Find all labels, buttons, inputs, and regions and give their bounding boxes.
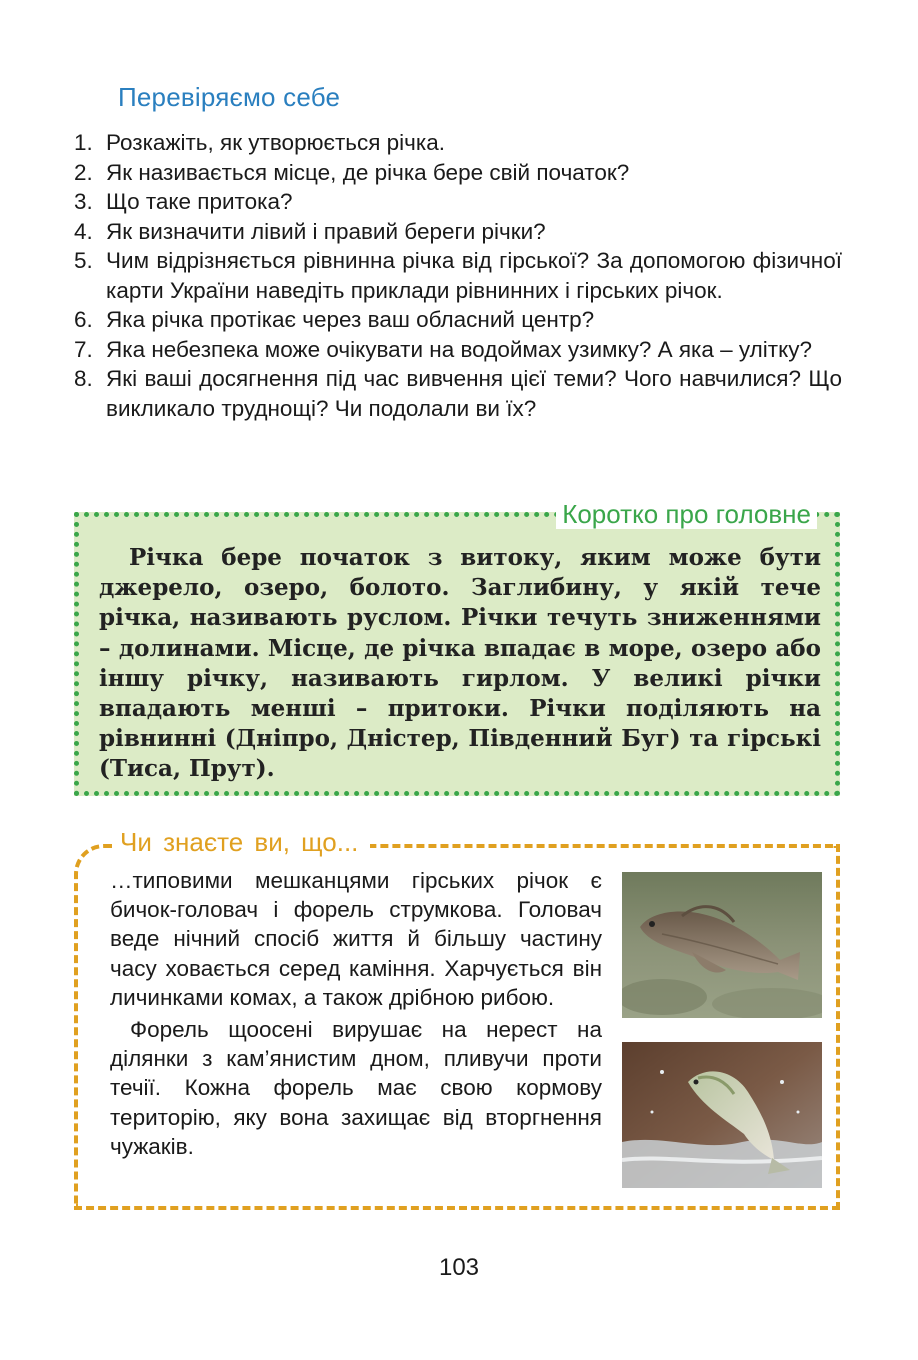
question-number: 4. bbox=[74, 218, 93, 244]
question-item bbox=[74, 305, 842, 335]
question-text: Як називається місце, де річка бере свій початок? bbox=[106, 159, 630, 185]
question-item bbox=[74, 335, 842, 365]
question-number: 5. bbox=[74, 248, 93, 273]
did-you-know-heading: Чи знаєте ви, що... bbox=[112, 826, 370, 858]
question-item bbox=[74, 187, 842, 217]
question-number: 6. bbox=[74, 307, 93, 332]
did-you-know-paragraph: …типовими мешканцями гірських річок є бичок-головач і форель струмкова. Головач веде нічний спосіб життя й більшу частину часу ховається серед каміння. Харчується він личинками комах, а також дрібною рибою. bbox=[110, 868, 602, 1010]
question-item bbox=[74, 246, 842, 305]
check-yourself-heading: Перевіряємо себе bbox=[118, 82, 341, 112]
question-text: Розкажіть, як утворюється річка. bbox=[106, 130, 445, 155]
question-text: Які ваші досягнення під час вивчення цієї теми? Чого навчилися? Що викликало труднощі? Чи подолали ви їх? bbox=[106, 366, 842, 421]
question-item bbox=[74, 364, 842, 423]
question-item bbox=[74, 217, 842, 247]
question-text: Яка річка протікає через ваш обласний центр? bbox=[106, 307, 595, 332]
page-number: 103 bbox=[438, 1254, 480, 1281]
question-text: Чим відрізняється рівнинна річка від гірської? За допомогою фізичної карти України наведіть приклади рівнинних і гірських річок. bbox=[106, 248, 842, 303]
question-item bbox=[74, 128, 842, 158]
question-text: Яка небезпека може очікувати на водоймах узимку? А яка – улітку? bbox=[106, 336, 812, 362]
question-text: Що таке притока? bbox=[106, 189, 293, 214]
question-text: Як визначити лівий і правий береги річки? bbox=[106, 218, 546, 244]
question-number: 7. bbox=[74, 336, 93, 362]
question-number: 1. bbox=[74, 130, 93, 155]
question-number: 8. bbox=[74, 366, 93, 391]
summary-box bbox=[74, 499, 840, 796]
trout-fish-photo bbox=[622, 1042, 822, 1188]
question-number: 2. bbox=[74, 159, 93, 185]
did-you-know-box bbox=[74, 827, 840, 1210]
did-you-know-paragraph: Форель щоосені вирушає на нерест на ділянки з кам’янистим дном, пливучи проти течії. Кожна форель має свою кормову територію, яку вона захищає від вторгнення чужаків. bbox=[110, 1017, 602, 1159]
summary-heading: Коротко про головне bbox=[556, 499, 817, 529]
question-number: 3. bbox=[74, 189, 93, 214]
question-item bbox=[74, 158, 842, 188]
did-you-know-text bbox=[110, 866, 602, 1161]
summary-text: Річка бере початок з витоку, яким може бути джерело, озеро, болото. Заглибину, у якій тече річка, називають руслом. Річки течуть зниженнями – долинами. Місце, де річка впадає в море, озеро або іншу річку, називають гирлом. У великі річки впадають менші – притоки. Річки поділяють на рівнинні (Дніпро, Дністер, Південний Буг) та гірські (Тиса, Прут). bbox=[99, 544, 821, 783]
questions-list bbox=[74, 128, 842, 423]
bullhead-fish-photo bbox=[622, 872, 822, 1018]
